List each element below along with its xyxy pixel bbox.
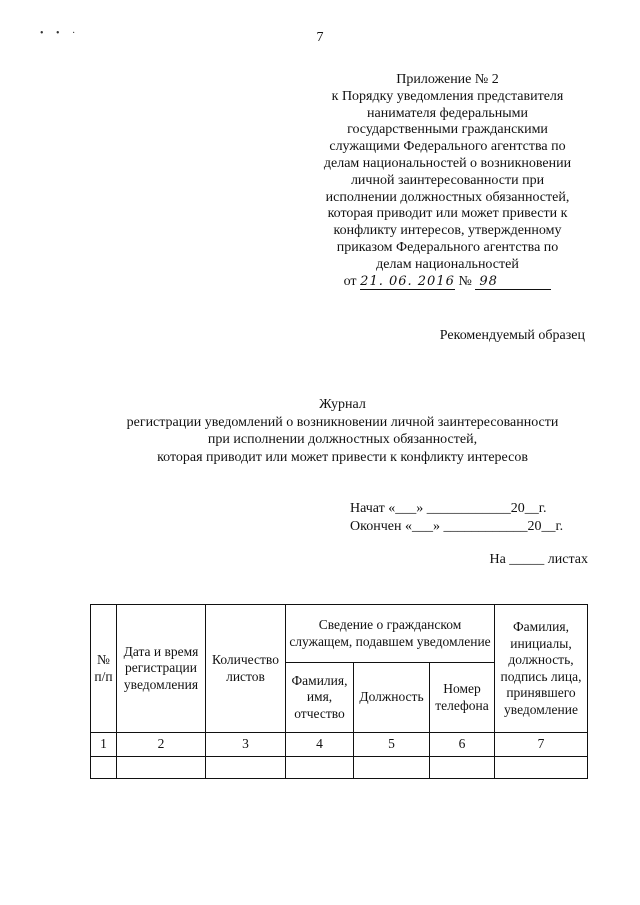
appendix-line: которая приводит или может привести к xyxy=(327,206,568,222)
appendix-line: личной заинтересованности при xyxy=(350,172,545,188)
appendix-block xyxy=(305,72,590,290)
page-number: 7 xyxy=(316,30,324,45)
empty-cell[interactable] xyxy=(495,757,588,779)
recommended-sample-label: Рекомендуемый образец xyxy=(439,328,585,343)
appendix-line: к Порядку уведомления представителя xyxy=(331,88,564,104)
column-number-row xyxy=(91,733,588,757)
col-header-servant-info: Сведение о гражданском служащем, подавшем уведомление xyxy=(286,605,495,663)
order-from-label: от xyxy=(343,273,357,289)
appendix-line: исполнении должностных обязанностей, xyxy=(325,189,570,205)
empty-cell[interactable] xyxy=(430,757,495,779)
order-number-label: № xyxy=(458,273,472,289)
column-number-cell: 3 xyxy=(206,733,286,757)
empty-cell[interactable] xyxy=(117,757,206,779)
col-header-phone: Номер телефона xyxy=(430,663,495,733)
col-header-number: № п/п xyxy=(91,605,117,733)
column-number-cell: 7 xyxy=(495,733,588,757)
journal-subtitle-line: которая приводит или может привести к конфликту интересов xyxy=(157,449,528,465)
journal-dates xyxy=(350,500,590,536)
appendix-line: государственными гражданскими xyxy=(347,122,548,138)
scan-specks: • • · xyxy=(40,28,81,39)
registration-table xyxy=(90,604,588,779)
column-number-cell: 1 xyxy=(91,733,117,757)
col-header-sheet-count: Количество листов xyxy=(206,605,286,733)
col-header-full-name: Фамилия, имя, отчество xyxy=(286,663,354,733)
order-number: 98 xyxy=(475,275,551,290)
started-date-line: Начат «___» ____________20__г. xyxy=(350,501,547,516)
col-header-position: Должность xyxy=(354,663,430,733)
appendix-line: приказом Федерального агентства по xyxy=(336,239,559,255)
empty-cell[interactable] xyxy=(354,757,430,779)
table-row xyxy=(91,757,588,779)
journal-heading xyxy=(60,396,625,466)
journal-subtitle-line: при исполнении должностных обязанностей, xyxy=(207,432,478,447)
empty-cell[interactable] xyxy=(286,757,354,779)
col-header-receiver: Фамилия, инициалы, должность, подпись лица, принявшего уведомление xyxy=(495,605,588,733)
sheets-count-line: На _____ листах xyxy=(489,552,588,567)
appendix-line: делам национальностей xyxy=(376,256,519,272)
appendix-title: Приложение № 2 xyxy=(396,72,499,87)
journal-subtitle-line: регистрации уведомлений о возникновении личной заинтересованности xyxy=(126,414,559,430)
order-line xyxy=(305,274,590,291)
column-number-cell: 6 xyxy=(430,733,495,757)
journal-title: Журнал xyxy=(319,397,366,412)
finished-date-line: Окончен «___» ____________20__г. xyxy=(350,519,564,534)
column-number-cell: 4 xyxy=(286,733,354,757)
appendix-line: конфликту интересов, утвержденному xyxy=(333,223,562,239)
appendix-line: служащими Федерального агентства по xyxy=(329,139,566,155)
col-header-datetime: Дата и время регистрации уведомления xyxy=(117,605,206,733)
empty-cell[interactable] xyxy=(206,757,286,779)
appendix-line: делам национальностей о возникновении xyxy=(323,155,572,171)
column-number-cell: 5 xyxy=(354,733,430,757)
order-date: 21. 06. 2016 xyxy=(360,273,455,289)
column-number-cell: 2 xyxy=(117,733,206,757)
empty-cell[interactable] xyxy=(91,757,117,779)
appendix-line: нанимателя федеральными xyxy=(367,105,528,121)
